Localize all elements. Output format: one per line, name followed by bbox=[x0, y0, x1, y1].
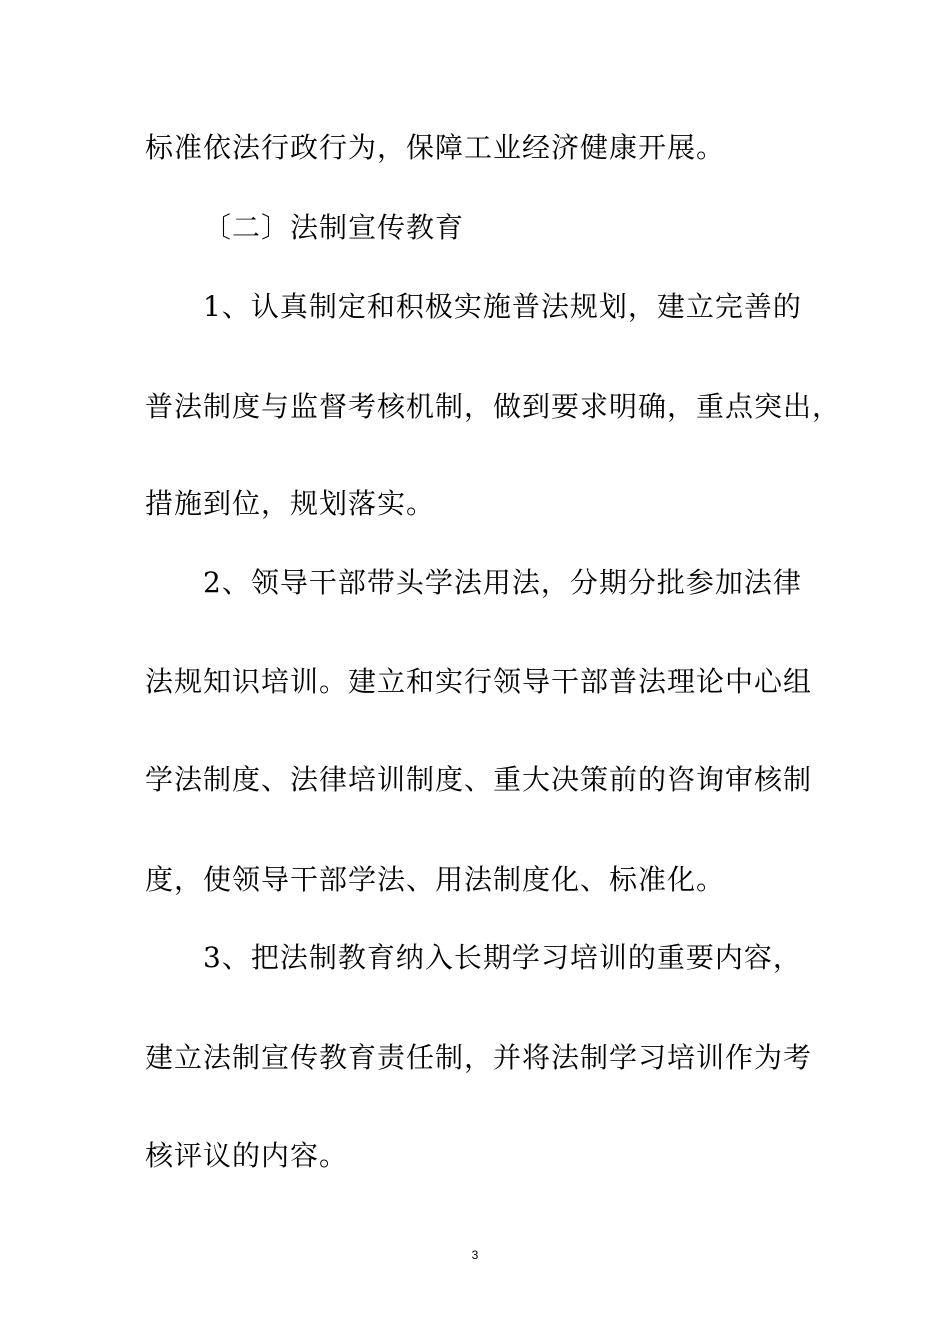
body-text-line: 标准依法行政行为，保障工业经济健康开展。 bbox=[145, 131, 726, 164]
list-item-1-line: 1、认真制定和积极实施普法规划，建立完善的 bbox=[203, 290, 802, 323]
list-item-1-line: 普法制度与监督考核机制，做到要求明确，重点突出， bbox=[145, 390, 842, 423]
list-item-2-line: 度，使领导干部学法、用法制度化、标准化。 bbox=[145, 863, 726, 896]
section-heading: 〔二〕法制宣传教育 bbox=[203, 211, 465, 244]
list-item-3-line: 3、把法制教育纳入长期学习培训的重要内容， bbox=[203, 941, 802, 974]
list-item-2-line: 2、领导干部带头学法用法，分期分批参加法律 bbox=[203, 566, 802, 599]
list-item-3-line: 核评议的内容。 bbox=[145, 1139, 349, 1172]
list-item-3-line: 建立法制宣传教育责任制，并将法制学习培训作为考 bbox=[145, 1041, 813, 1074]
list-item-2-line: 法规知识培训。建立和实行领导干部普法理论中心组 bbox=[145, 665, 813, 698]
list-item-2-line: 学法制度、法律培训制度、重大决策前的咨询审核制 bbox=[145, 763, 813, 796]
page-number: 3 bbox=[471, 1248, 479, 1262]
list-item-1-line: 措施到位，规划落实。 bbox=[145, 487, 436, 520]
